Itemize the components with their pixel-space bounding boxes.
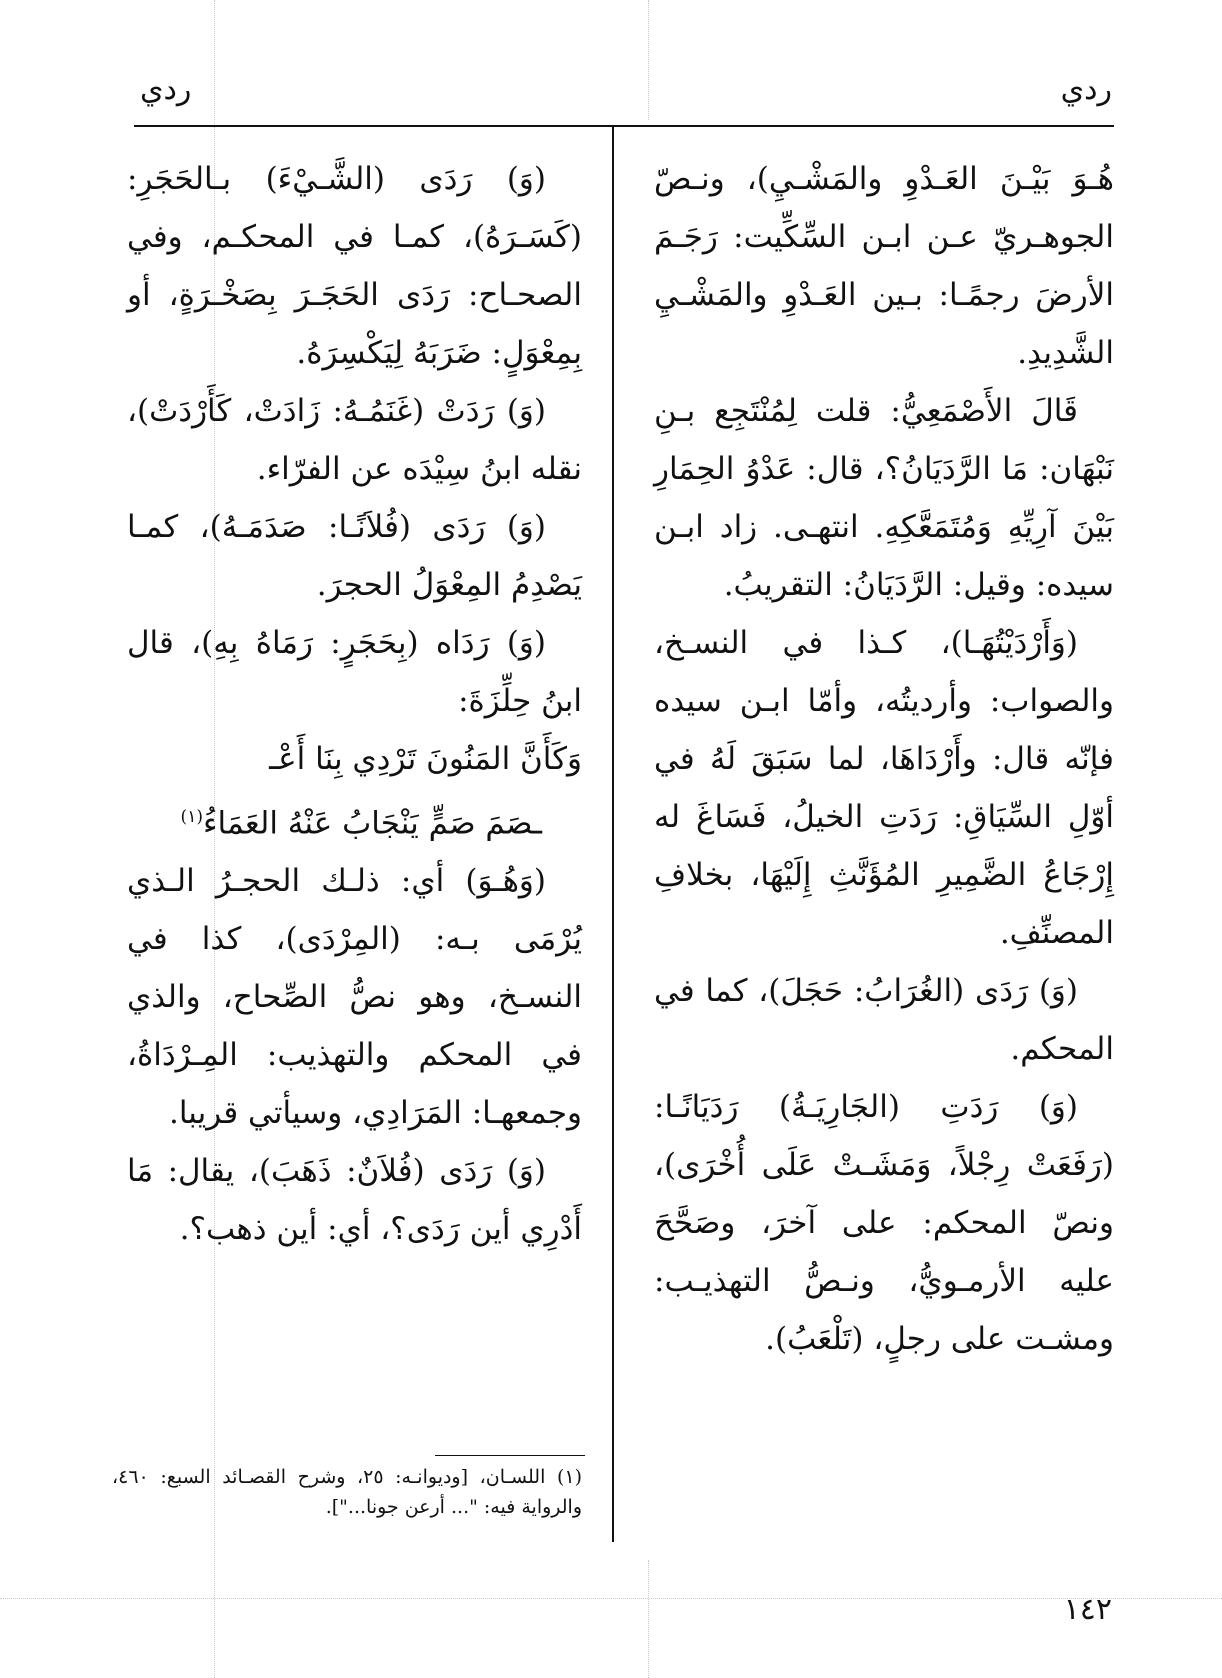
scan-guide-line [0,1598,1222,1599]
verse-line-2 [127,788,582,852]
left-column [127,150,582,1258]
footnote-rule [435,1455,585,1456]
scan-guide-line [648,1560,649,1678]
running-header-right: ردي [1060,72,1112,107]
paragraph: (وَهُـوَ) أي: ذلـك الحجـرُ الـذي يُرْمَى بـه: (المِرْدَى)، كذا في النسـخ، وهو نصُّ الصِّحاح، والذي في المحكم والتهذيب: المِـرْدَاةُ، وجمعهـا: المَرَادِي، وسيأتي قريبا. [127,863,582,1132]
paragraph: (وَ) رَدَى (فُلاَنًـا: صَدَمَـهُ)، كمـا يَصْدِمُ المِعْوَلُ الحجرَ. [127,509,582,603]
paragraph: (وَ) رَدَاه (بِحَجَرٍ: رَمَاهُ بِهِ)، قال ابنُ حِلِّزَةَ: [127,625,582,719]
column-divider [612,127,614,1542]
scan-guide-line [648,0,649,120]
paragraph: (وَ) رَدَى (الشَّـيْءَ) بـالحَجَرِ: (كَسَـرَهُ)، كمـا في المحكـم، وفي الصحـاح: رَدَى الحَجَـرَ بِصَخْـرَةٍ، أو بِمِعْوَلٍ: ضَرَبَهُ لِيَكْسِرَهُ. [127,161,582,371]
verse-line-2-text: ـصَمَ صَمٍّ يَنْجَابُ عَنْهُ العَمَاءُ [202,805,542,842]
paragraph: (وَأَرْدَيْتُهَـا)، كـذا في النسـخ، والصواب: وأرديتُه، وأمّا ابـن سيده فإنّه قال: وأَرْدَاهَا، لما سَبَقَ لَهُ في أوّلِ السِّيَاقِ: رَدَتِ الخيلُ، فَسَاغَ له إِرْجَاعُ الضَّمِيرِ المُؤَنَّثِ إِلَيْهَا، بخلافِ المصنِّفِ. [654,625,1114,951]
paragraph: (وَ) رَدَتِ (الجَارِيَـةُ) رَدَيَانًـا: (رَفَعَتْ رِجْلاً، وَمَشَـتْ عَلَى أُخْرَى)، ونصّ المحكم: على آخرَ، وصَحَّحَ عليه الأرمـويُّ، ونـصُّ التهذيـب: ومشـت على رجلٍ، (تَلْعَبُ). [654,1089,1114,1357]
paragraph: (وَ) رَدَتْ (غَنَمُـهُ: زَادَتْ، كَأَرْدَتْ)، نقله ابنُ سِيْدَه عن الفرّاء. [127,393,582,487]
page-number: ١٤٢ [1063,1592,1112,1627]
verse-line-1: وَكَأَنَّ المَنُونَ تَرْدِي بِنَا أَعْـ [269,741,582,777]
footnote-marker: (١) [180,807,203,827]
paragraph: هُـوَ بَيْـنَ العَـدْوِ والمَشْـيِ)، ونـصّ الجوهـريّ عـن ابـن السِّكِّيت: رَجَـمَ الأرضَ رجمًـا: بـين العَـدْوِ والمَشْـيِ الشَّدِيدِ. [654,161,1114,371]
running-header-left: ردي [140,72,192,107]
footnote: (١) اللسـان، [وديوانـه: ٢٥، وشرح القصـائد السبع: ٤٦٠، والرواية فيه: "... أرعن جونا..."]. [112,1466,583,1518]
right-column [654,150,1114,1368]
paragraph: (وَ) رَدَى (فُلاَنٌ: ذَهَبَ)، يقال: مَا أَدْرِي أين رَدَى؟، أي: أين ذهب؟. [127,1153,582,1248]
paragraph: قَالَ الأَصْمَعِيُّ: قلت لِمُنْتَجِع بـنِ نَبْهَان: مَا الرَّدَيَانُ؟، قال: عَدْوُ الحِمَارِ بَيْنَ آرِيِّهِ وَمُتَمَعَّكِهِ. انتهـى. زاد ابـن سيده: وقيل: الرَّدَيَانُ: التقريبُ. [654,393,1114,603]
header-rule [134,125,1114,127]
paragraph: (وَ) رَدَى (الغُرَابُ: حَجَلَ)، كما في المحكم. [654,973,1114,1067]
